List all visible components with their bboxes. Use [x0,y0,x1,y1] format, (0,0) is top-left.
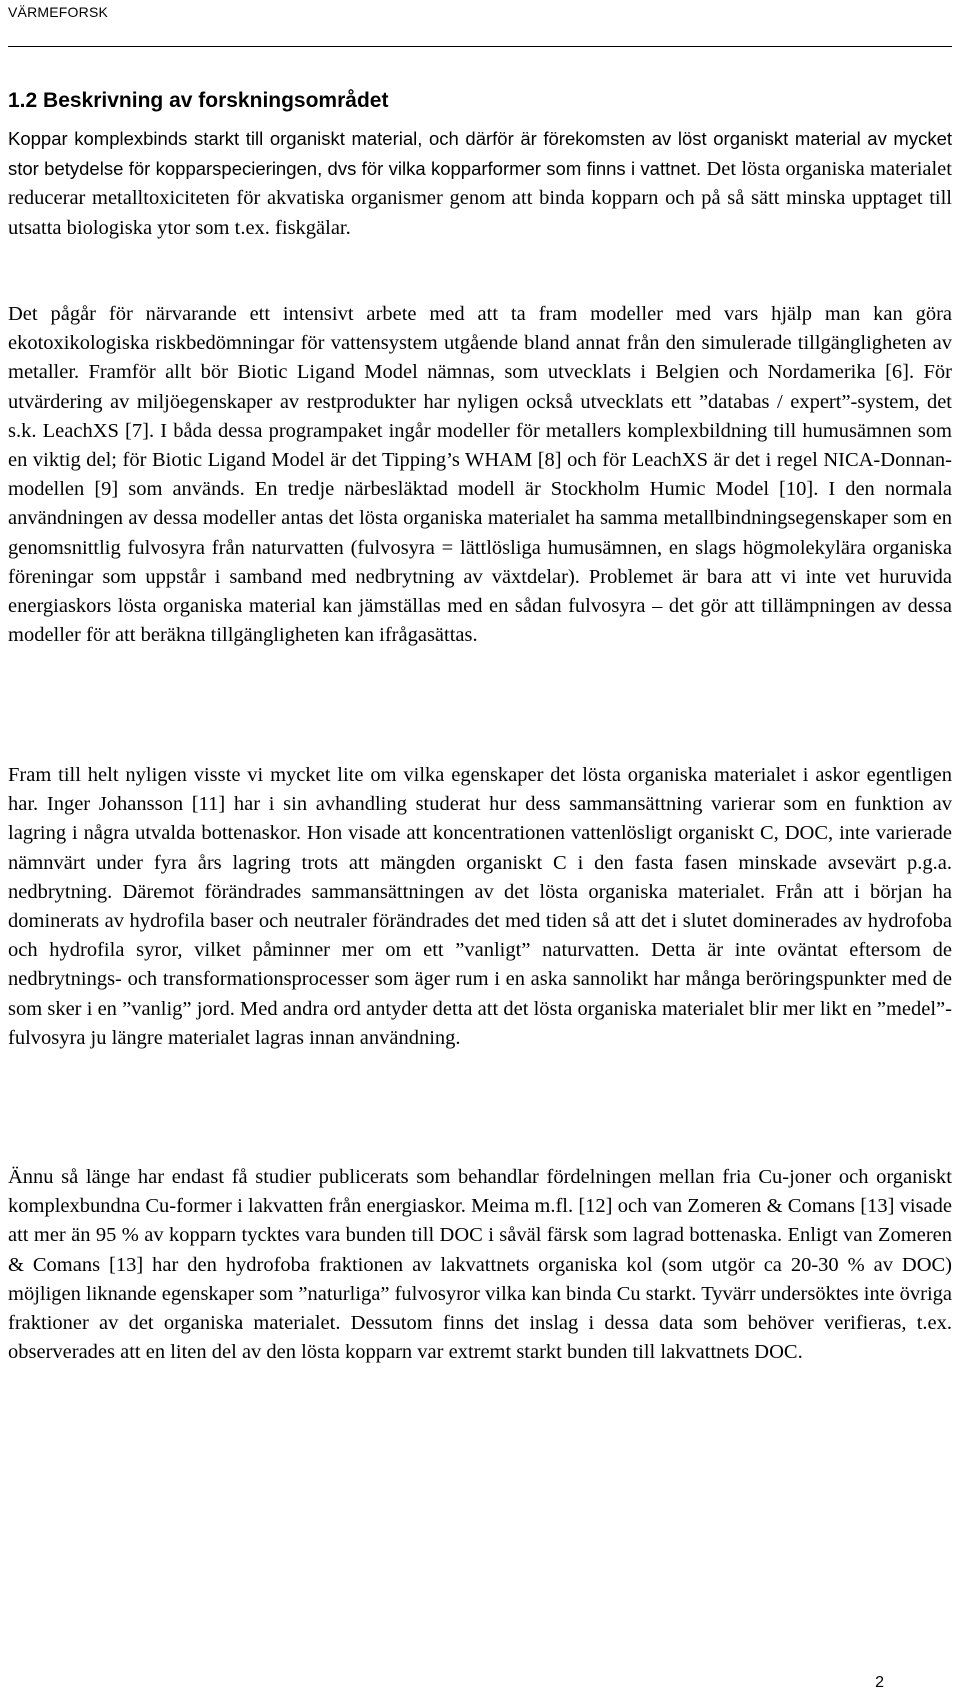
running-header: VÄRMEFORSK [8,4,109,20]
paragraph-1-sans-run: Koppar komplexbinds starkt till organiskt material, och därför är förekomsten av löst organiskt material av mycket stor betydelse för kopparspecieringen, dvs för vilka kopparformer som finns i vattnet. [8,128,952,180]
paragraph-1 [8,124,952,243]
paragraph-1-serif-run: Det lösta organiska materialet reducerar metalltoxiciteten för akvatiska organismer genom att binda kopparn och på så sätt minska upptaget till utsatta biologiska ytor som t.ex. fiskgälar. [8,158,952,239]
paragraph-4: Ännu så länge har endast få studier publicerats som behandlar fördelningen mellan fria Cu-joner och organiskt komplexbundna Cu-former i lakvatten från energiaskor. Meima m.fl. [12] och van Zomeren & Comans [13] visade att mer än 95 % av kopparn tycktes vara bunden till DOC i såväl färsk som lagrad bottenaska. Enligt van Zomeren & Comans [13] har den hydrofoba fraktionen av lakvattnets organiska kol (som utgör ca 20-30 % av DOC) möjligen liknande egenskaper som ”naturliga” fulvosyror vilka kan binda Cu starkt. Tyvärr undersöktes inte övriga fraktioner av det organiska materialet. Dessutom finns det inslag i dessa data som behöver verifieras, t.ex. observerades att en liten del av den lösta kopparn var extremt starkt bunden till lakvattnets DOC. [8,1166,952,1364]
section-heading: 1.2 Beskrivning av forskningsområdet [8,89,389,112]
paragraph-3: Fram till helt nyligen visste vi mycket lite om vilka egenskaper det lösta organiska materialet i askor egentligen har. Inger Johansson [11] har i sin avhandling studerat hur dess sammansättning varierar som en funktion av lagring i några utvalda bottenaskor. Hon visade att koncentrationen vattenlösligt organiskt C, DOC, inte varierade nämnvärt under fyra års lagring trots att mängden organiskt C i den fasta fasen minskade avsevärt p.g.a. nedbrytning. Däremot förändrades sammansättningen av det lösta organiska materialet. Från att i början ha dominerats av hydrofila baser och neutraler förändrades det med tiden så att det i slutet dominerades av hydrofoba och hydrofila syror, vilket påminner mer om ett ”vanligt” naturvatten. Detta är inte oväntat eftersom de nedbrytnings- och transformationsprocesser som äger rum i en aska sannolikt har många beröringspunkter med de som sker i en ”vanlig” jord. Med andra ord antyder detta att det lösta organiska materialet blir mer likt en ”medel”-fulvosyra ju längre materialet lagras innan användning. [8,764,952,1049]
page-number: 2 [875,1674,884,1691]
header-rule [8,46,952,47]
paragraph-2: Det pågår för närvarande ett intensivt arbete med att ta fram modeller med vars hjälp man kan göra ekotoxikologiska riskbedömningar för vattensystem utgående bland annat från den simulerade tillgängligheten av metaller. Framför allt bör Biotic Ligand Model nämnas, som utvecklats i Belgien och Nordamerika [6]. För utvärdering av miljöegenskaper av restprodukter har nyligen också utvecklats ett ”databas / expert”-system, det s.k. LeachXS [7]. I båda dessa programpaket ingår modeller för metallers komplexbildning till humusämnen som en viktig del; för Biotic Ligand Model är det Tipping’s WHAM [8] och för LeachXS är det i regel NICA-Donnan-modellen [9] som används. En tredje närbesläktad modell är Stockholm Humic Model [10]. I den normala användningen av dessa modeller antas det lösta organiska materialet ha samma metallbindningsegenskaper som en genomsnittlig fulvosyra från naturvatten (fulvosyra = lättlösliga humusämnen, en slags högmolekylära organiska föreningar som uppstår i samband med nedbrytning av växtdelar). Problemet är bara att vi inte vet huruvida energiaskors lösta organiska material kan jämställas med en sådan fulvosyra – det gör att tillämpningen av dessa modeller för att beräkna tillgängligheten kan ifrågasättas. [8,303,952,647]
